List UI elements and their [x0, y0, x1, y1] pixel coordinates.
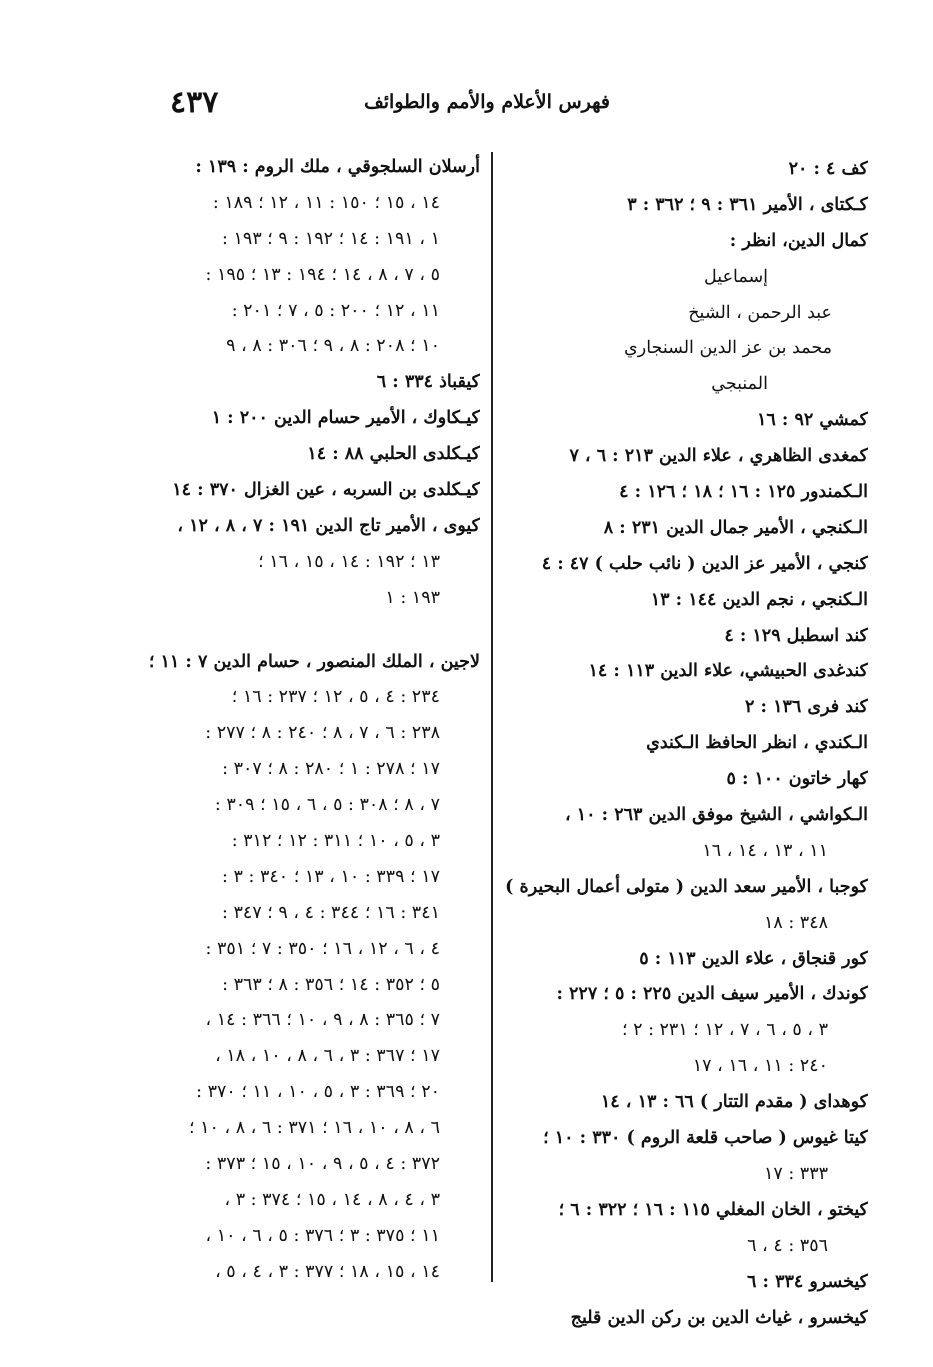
index-entry-line: ٢٤٠ : ١١ ، ١٦ ، ١٧	[692, 1056, 828, 1077]
index-entry-line: ١١ ، ١٢ ؛ ٢٠٠ : ٥ ، ٧ ؛ ٢٠١ :	[231, 300, 440, 321]
index-entry: الـكندي ، انظر الحافظ الـكندي	[646, 733, 868, 754]
index-entry-line: ٤ ، ٦ ، ١٢ ، ١٦ ؛ ٣٥٠ : ٧ ؛ ٣٥١ :	[205, 938, 440, 959]
left-column-block-b	[120, 645, 480, 1291]
index-entry: كمشي ٩٢ : ١٦	[756, 410, 868, 431]
index-entry: كوجبا ، الأمير سعد الدين ( متولى أعمال البحيرة )	[505, 876, 868, 897]
index-entry-line: ٥ ؛ ٣٥٢ : ١٤ ؛ ٣٥٦ : ٨ ؛ ٣٦٣ :	[222, 974, 440, 995]
index-entry: كندغدى الحبيشي، علاء الدين ١١٣ : ١٤	[588, 661, 868, 682]
index-entry-line: ١١ ؛ ٣٧٥ : ٣ ؛ ٣٧٦ : ٥ ، ٦ ، ١٠ ،	[205, 1225, 440, 1246]
index-entry: كيوى ، الأمير تاج الدين ١٩١ : ٧ ، ٨ ، ١٢ ،	[177, 515, 480, 536]
index-entry-line: ١٧ ؛ ٢٧٨ : ١ ؛ ٢٨٠ : ٨ ؛ ٣٠٧ :	[222, 759, 440, 780]
right-column	[500, 152, 868, 1336]
running-title: فهرس الأعلام والأمم والطوائف	[364, 91, 610, 113]
index-entry-line: ٢٣٤ : ٤ ، ٥ ، ١٢ ؛ ٢٣٧ : ١٦ ؛	[231, 687, 440, 708]
index-entry: كف ٤ : ٢٠	[788, 159, 868, 179]
index-entry: كند فرى ١٣٦ : ٢	[745, 697, 868, 718]
index-entry: كيتا غيوس ( صاحب قلعة الروم ) ٣٣٠ : ١٠ ؛	[543, 1128, 868, 1149]
page-header	[170, 84, 610, 120]
index-entry-line: ٧ ؛ ٣٦٥ : ٨ ، ٩ ، ١٠ ؛ ٣٦٦ : ١٤ ،	[205, 1010, 440, 1031]
index-entry-line: إسماعيل	[704, 266, 768, 287]
index-entry: كـكتاى ، الأمير ٣٦١ : ٩ ؛ ٣٦٢ : ٣	[627, 194, 868, 215]
index-entry-line: ٣٤١ : ١٦ ؛ ٣٤٤ : ٤ ، ٩ ؛ ٣٤٧ :	[222, 902, 440, 923]
index-entry: كوهداى ( مقدم التتار ) ٦٦ : ١٣ ، ١٤	[600, 1092, 868, 1113]
index-entry: لاجين ، الملك المنصور ، حسام الدين ٧ : ١١ ؛	[148, 651, 480, 672]
index-entry-line: ٣٧٢ : ٤ ، ٥ ، ٩ ، ١٠ ، ١٥ ؛ ٣٧٣ :	[205, 1154, 440, 1175]
index-entry: الـكمندور ١٢٥ : ١٦ ؛ ١٨ ؛ ١٢٦ : ٤	[619, 482, 868, 503]
index-entry: كور قنجاق ، علاء الدين ١١٣ : ٥	[639, 948, 868, 969]
index-entry: كيـكلدى الحلبي ٨٨ : ١٤	[307, 444, 480, 465]
index-entry-line: ٦ ، ٨ ، ١٠ ، ١٦ ؛ ٣٧١ : ٦ ، ٨ ، ١٠ ؛	[188, 1118, 440, 1139]
index-entry: كمغدى الظاهري ، علاء الدين ٢١٣ : ٦ ، ٧	[569, 446, 868, 467]
index-entry-line: ١٧ ؛ ٣٦٧ : ٣ ، ٦ ، ٨ ، ١٠ ، ١٨ ،	[215, 1046, 440, 1067]
index-entry: كيـكاوك ، الأمير حسام الدين ٢٠٠ : ١	[211, 408, 480, 429]
index-entry-line: ١ ، ١٩١ : ١٤ ؛ ١٩٢ : ٩ ؛ ١٩٣ :	[222, 228, 440, 249]
index-entry-line: ٣ ، ٤ ، ٨ ، ١٤ ، ١٥ ؛ ٣٧٤ : ٣ ،	[224, 1189, 440, 1210]
index-entry: كمال الدين، انظر :	[729, 230, 868, 251]
index-entry: الـكنجي ، نجم الدين ١٤٤ : ١٣	[650, 589, 868, 610]
index-entry: كيخسرو ، غياث الدين بن ركن الدين قليج	[570, 1307, 868, 1328]
index-entry-line: ٣ ، ٥ ، ٦ ، ٧ ، ١٢ ؛ ٢٣١ : ٢ ؛	[621, 1020, 828, 1041]
entry-gap	[120, 617, 480, 645]
index-entry-line: ٣٤٨ : ١٨	[763, 912, 828, 933]
index-entry: كيقباذ ٣٣٤ : ٦	[376, 372, 480, 393]
index-entry: كوندك ، الأمير سيف الدين ٢٢٥ : ٥ ؛ ٢٢٧ :	[556, 984, 868, 1005]
column-divider	[491, 152, 493, 1282]
index-entry-line: ٣٥٦ : ٤ ، ٦	[747, 1235, 828, 1256]
index-entry-line: المنبجي	[711, 374, 768, 395]
index-entry: كنجي ، الأمير عز الدين ( نائب حلب ) ٤٧ : ٤	[541, 553, 868, 574]
page-number: ٤٣٧	[170, 84, 219, 120]
index-entry: كيـكلدى بن السربه ، عين الغزال ٣٧٠ : ١٤	[172, 480, 480, 501]
index-entry-line: ١٣ ؛ ١٩٢ : ١٤ ، ١٥ ، ١٦ ؛	[258, 551, 440, 572]
index-entry-line: عبد الرحمن ، الشيخ	[688, 302, 832, 323]
index-entry-line: ٢٣٨ : ٦ ، ٧ ، ٨ ؛ ٢٤٠ : ٨ ؛ ٢٧٧ :	[205, 723, 440, 744]
index-entry-line: ١٧ ؛ ٣٣٩ : ١٠ ، ١٣ ؛ ٣٤٠ : ٣ :	[222, 866, 440, 887]
index-entry-line: محمد بن عز الدين السنجاري	[624, 338, 832, 359]
index-entry-line: ٣ ، ٥ ، ١٠ ؛ ٣١١ : ١٢ ؛ ٣١٢ :	[231, 831, 440, 852]
index-entry-line: ١٠ ؛ ٢٠٨ : ٨ ، ٩ ؛ ٣٠٦ : ٨ ، ٩	[226, 336, 440, 357]
index-entry: كهار خاتون ١٠٠ : ٥	[726, 769, 868, 790]
left-column	[120, 150, 480, 1291]
index-entry-line: ١٤ ، ١٥ ، ١٨ ؛ ٣٧٧ : ٣ ، ٤ ، ٥ ،	[215, 1261, 440, 1282]
index-entry-line: ٣٣٣ : ١٧	[763, 1163, 828, 1184]
index-entry-line: ٥ ، ٧ ، ٨ ، ١٤ ؛ ١٩٤ : ١٣ ؛ ١٩٥ :	[205, 264, 440, 285]
index-entry: كيختو ، الخان المغلي ١١٥ : ١٦ ؛ ٣٢٢ : ٦ ؛	[558, 1199, 868, 1220]
index-entry: أرسلان السلجوقي ، ملك الروم : ١٣٩ :	[195, 157, 480, 177]
index-entry-line: ١٤ ، ١٥ ؛ ١٥٠ : ١١ ، ١٢ ؛ ١٨٩ :	[212, 192, 440, 213]
index-entry: الـكواشي ، الشيخ موفق الدين ٢٦٣ : ١٠ ،	[565, 805, 868, 826]
index-entry-line: ١٩٣ : ١	[385, 587, 440, 608]
index-entry-line: ٢٠ ؛ ٣٦٩ : ٣ ، ٥ ، ١٠ ، ١١ ؛ ٣٧٠ :	[196, 1082, 440, 1103]
index-entry: الـكنجي ، الأمير جمال الدين ٢٣١ : ٨	[603, 517, 868, 538]
index-entry: كيخسرو ٣٣٤ : ٦	[747, 1271, 868, 1292]
index-entry-line: ١١ ، ١٣ ، ١٤ ، ١٦	[702, 840, 828, 861]
left-column-block-a	[120, 150, 480, 617]
index-entry-line: ٧ ، ٨ ؛ ٣٠٨ : ٥ ، ٦ ، ١٥ ؛ ٣٠٩ :	[214, 795, 440, 816]
index-entry: كند اسطبل ١٢٩ : ٤	[724, 625, 868, 646]
